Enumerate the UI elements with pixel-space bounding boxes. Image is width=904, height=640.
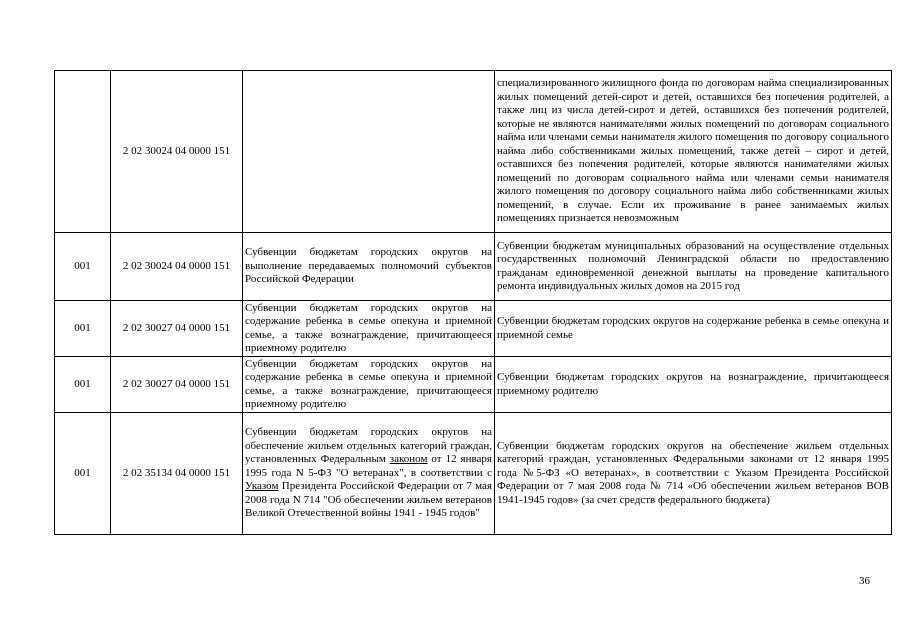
- revenue-name-cell: [243, 413, 495, 535]
- table-row: [55, 301, 892, 357]
- budget-code-cell: 2 02 30024 04 0000 151: [111, 71, 243, 233]
- revenue-name-cell: [243, 71, 495, 233]
- revenue-description-cell: Субвенции бюджетам городских округов на вознаграждение, причитающееся приемному родителю: [495, 357, 892, 413]
- budget-code-cell: 2 02 30027 04 0000 151: [111, 301, 243, 357]
- table-row: [55, 357, 892, 413]
- revenue-name-cell: Субвенции бюджетам городских округов на содержание ребенка в семье опекуна и приемной семье, а также вознаграждение, причитающееся приемному родителю: [243, 301, 495, 357]
- admin-code-cell: 001: [55, 357, 111, 413]
- revenue-description-cell: Субвенции бюджетам муниципальных образований на осуществление отдельных государственных полномочий Ленинградской области по предоставлению гражданам единовременной денежной выплаты на проведение капитального ремонта индивидуальных жилых домов на 2015 год: [495, 233, 892, 301]
- admin-code-cell: 001: [55, 413, 111, 535]
- name-text-part: Президента Российской Федерации от 7 мая 2008 года N 714 "Об обеспечении жильем ветеранов Великой Отечественной войны 1941 - 1945 годов": [245, 480, 492, 520]
- page-number: 36: [859, 575, 870, 587]
- budget-code-cell: 2 02 35134 04 0000 151: [111, 413, 243, 535]
- admin-code-cell: 001: [55, 301, 111, 357]
- revenue-description-cell: специализированного жилищного фонда по договорам найма специализированных жилых помещений детей-сирот и детей, оставшихся без попечения родителей, а также лиц из числа детей-сирот и детей, оставшихся без попечения родителей, которые не являются нанимателями жилых помещений по договорам социального найма или членами семьи нанимателя жилого помещения по договору социального найма либо собственниками жилых помещений, также детей – сирот и детей, оставшихся без попечения родителей, которые являются нанимателями жилых помещений по договорам социального найма или членами семьи нанимателя жилого помещения по договору социального найма либо собственниками жилых помещений, в случае. Если их проживание в ранее занимаемых жилых помещениях признается невозможным: [495, 71, 892, 233]
- budget-code-cell: 2 02 30027 04 0000 151: [111, 357, 243, 413]
- admin-code-cell: [55, 71, 111, 233]
- revenue-name-cell: Субвенции бюджетам городских округов на выполнение передаваемых полномочий субъектов Российской Федерации: [243, 233, 495, 301]
- table-row: [55, 71, 892, 233]
- federal-law-link[interactable]: законом: [389, 453, 428, 466]
- name-text-part: от 12 января 1995 года N 5-ФЗ "О ветеранах", в соответствии с: [245, 453, 492, 479]
- budget-code-cell: 2 02 30024 04 0000 151: [111, 233, 243, 301]
- table-row: [55, 413, 892, 535]
- presidential-decree-link[interactable]: Указом: [245, 480, 279, 493]
- table-row: [55, 233, 892, 301]
- revenue-name-cell: Субвенции бюджетам городских округов на содержание ребенка в семье опекуна и приемной семье, а также вознаграждение, причитающееся приемному родителю: [243, 357, 495, 413]
- admin-code-cell: 001: [55, 233, 111, 301]
- revenue-description-cell: Субвенции бюджетам городских округов на содержание ребенка в семье опекуна и приемной семье: [495, 301, 892, 357]
- revenue-codes-table: [54, 70, 892, 535]
- name-text-part: Субвенции бюджетам городских округов на обеспечение жильем отдельных категорий граждан, установленных Федеральным: [245, 426, 492, 466]
- revenue-description-cell: Субвенции бюджетам городских округов на обеспечение жильем отдельных категорий граждан, установленных Федеральными законами от 12 января 1995 года №5-ФЗ «О ветеранах», в соответствии с Указом Президента Российской Федерации от 7 мая 2008 года № 714 «Об обеспечении жильем ветеранов ВОВ 1941-1945 годов» (за счет средств федерального бюджета): [495, 413, 892, 535]
